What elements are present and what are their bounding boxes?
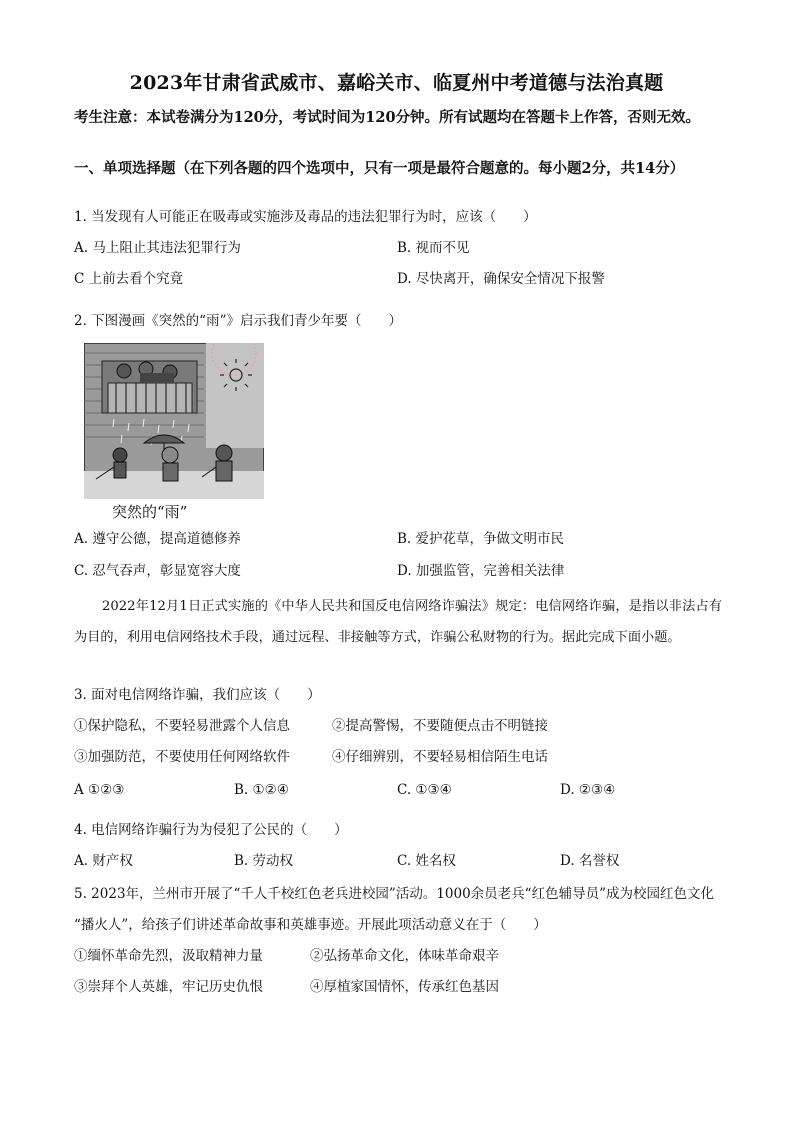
- cartoon-caption: 突然的“雨”: [112, 503, 188, 521]
- question-3-statement-2: ②提高警惕，不要随便点击不明链接: [332, 718, 548, 734]
- question-1-option-a: A. 马上阻止其违法犯罪行为: [74, 240, 241, 256]
- question-1-option-c: C 上前去看个究竟: [74, 271, 184, 287]
- reading-passage: 2022年12月1日正式实施的《中华人民共和国反电信网络诈骗法》规定：电信网络诈骗，是指以非法占有为目的，利用电信网络技术手段，通过远程、非接触等方式，诈骗公私财物的行为。据此完成下面小题。: [74, 599, 722, 645]
- question-3-option-a: A ①②③: [74, 782, 125, 798]
- question-4-stem: 4. 电信网络诈骗行为为侵犯了公民的（ ）: [74, 822, 348, 838]
- question-4-option-a: A. 财产权: [74, 853, 133, 869]
- question-3-statement-1: ①保护隐私，不要轻易泄露个人信息: [74, 718, 290, 734]
- question-3-option-c: C. ①③④: [397, 782, 452, 798]
- question-4-option-c: C. 姓名权: [397, 853, 456, 869]
- question-2-option-a: A. 遵守公德，提高道德修养: [74, 531, 241, 547]
- exam-title: 2023年甘肃省武威市、嘉峪关市、临夏州中考道德与法治真题: [129, 72, 664, 94]
- question-5-statement-4: ④厚植家国情怀，传承红色基因: [310, 979, 499, 995]
- question-4-option-b: B. 劳动权: [234, 853, 294, 869]
- question-3-option-d: D. ②③④: [560, 782, 616, 798]
- section-heading: 一、单项选择题（在下列各题的四个选项中，只有一项是最符合题意的。每小题2分，共14分）: [74, 160, 685, 177]
- question-5-stem-line-1: 5. 2023年，兰州市开展了“千人千校红色老兵进校园”活动。1000余员老兵“红色辅导员”成为校园红色文化: [74, 886, 714, 902]
- question-2-option-c: C. 忍气吞声，彰显宽容大度: [74, 563, 241, 579]
- question-3-statement-4: ④仔细辨别，不要轻易相信陌生电话: [332, 749, 548, 765]
- question-1-option-b: B. 视而不见: [397, 240, 470, 256]
- exam-notice: 考生注意：本试卷满分为120分，考试时间为120分钟。所有试题均在答题卡上作答，否则无效。: [74, 109, 701, 126]
- question-1-option-d: D. 尽快离开，确保安全情况下报警: [397, 271, 605, 287]
- question-5-statement-2: ②弘扬革命文化，体味革命艰辛: [310, 948, 499, 964]
- question-2-stem: 2. 下图漫画《突然的“雨”》启示我们青少年要（ ）: [74, 313, 402, 329]
- question-5-statement-1: ①缅怀革命先烈，汲取精神力量: [74, 948, 263, 964]
- question-3-stem: 3. 面对电信网络诈骗，我们应该（ ）: [74, 687, 321, 703]
- question-3-option-b: B. ①②④: [234, 782, 289, 798]
- question-2-option-b: B. 爱护花草，争做文明市民: [397, 531, 565, 547]
- question-5-statement-3: ③崇拜个人英雄，牢记历史仇恨: [74, 979, 263, 995]
- question-3-statement-3: ③加强防范，不要使用任何网络软件: [74, 749, 290, 765]
- question-4-option-d: D. 名誉权: [560, 853, 620, 869]
- question-1-stem: 1. 当发现有人可能正在吸毒或实施涉及毒品的违法犯罪行为时，应该（ ）: [74, 209, 537, 225]
- question-5-stem-line-2: “播火人”，给孩子们讲述革命故事和英雄事迹。开展此项活动意义在于（ ）: [74, 917, 547, 933]
- question-2-option-d: D. 加强监管，完善相关法律: [397, 563, 565, 579]
- cartoon-image: [84, 343, 264, 499]
